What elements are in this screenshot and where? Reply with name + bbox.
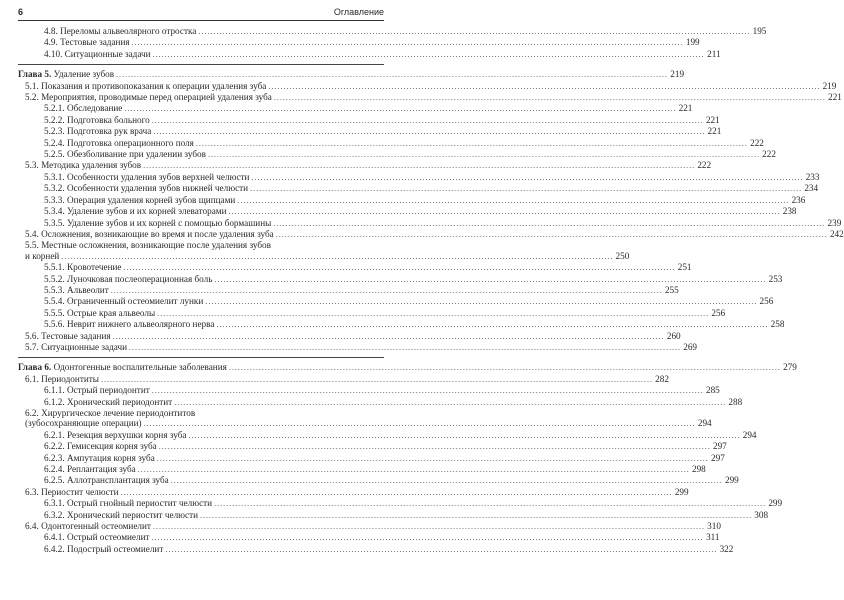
toc-entry-title: 5.3.4. Удаление зубов и их корней элеваторами xyxy=(44,206,227,217)
toc-entry-title: 5.2.4. Подготовка операционного поля xyxy=(44,137,194,148)
dot-leader xyxy=(159,442,711,452)
toc-entry[interactable] xyxy=(18,240,384,250)
toc-page-number: 298 xyxy=(691,464,706,475)
toc-entry[interactable] xyxy=(18,137,764,149)
toc-entry-title: 5.3. Методика удаления зубов xyxy=(25,160,142,171)
toc-entry[interactable] xyxy=(18,296,774,307)
toc-entry-title: 5.1. Показания и противопоказания к операции удаления зуба xyxy=(25,80,267,91)
toc-page-number: 239 xyxy=(827,217,842,228)
toc-entry-title: 4.10. Ситуационные задачи xyxy=(44,48,151,59)
toc-page-number: 221 xyxy=(678,103,693,114)
toc-entry-title: 5.3.5. Удаление зубов и их корней с помощью бормашины xyxy=(44,217,272,228)
dot-leader xyxy=(216,320,768,330)
toc-page-number: 282 xyxy=(655,373,669,384)
toc-entry-title: 6.4. Одонтогенный остеомиелит xyxy=(25,521,151,532)
toc-page-number: 199 xyxy=(685,37,700,48)
toc-entry[interactable] xyxy=(18,341,698,353)
toc-entry[interactable] xyxy=(18,284,679,296)
toc-page-number: 322 xyxy=(719,543,734,554)
toc-entry-title: 4.9. Тестовые задания xyxy=(44,37,130,48)
toc-entry-title: и корней xyxy=(25,250,60,261)
toc-block xyxy=(18,362,797,555)
toc-chapter-entry[interactable] xyxy=(18,69,685,80)
dot-leader xyxy=(229,363,781,373)
toc-page-number: 211 xyxy=(707,48,721,59)
toc-page-number: 260 xyxy=(666,330,681,341)
toc-page-number: 221 xyxy=(705,114,720,125)
toc-entry-title: 6.1. Периодонтиты xyxy=(25,373,99,384)
toc-entry[interactable] xyxy=(18,464,706,475)
toc-entry-title: 5.5.2. Луночковая послеоперационная боль xyxy=(44,273,213,284)
toc-entry-title: 4.8. Переломы альвеолярного отростка xyxy=(44,26,197,36)
toc-page-number: 219 xyxy=(822,80,837,91)
toc-entry-title: 5.6. Тестовые задания xyxy=(25,330,111,341)
dot-leader xyxy=(143,161,695,171)
toc-page-number: 255 xyxy=(664,284,679,295)
dot-leader xyxy=(208,150,760,160)
dot-leader xyxy=(124,263,676,273)
toc-entry-title: 6.2.4. Реплантация зуба xyxy=(44,464,136,475)
toc-entry-title: 6.4.1. Острый остеомиелит xyxy=(44,532,150,543)
dot-leader xyxy=(152,386,704,396)
toc-entry[interactable] xyxy=(18,126,722,137)
toc-entry[interactable] xyxy=(18,521,721,532)
toc-entry[interactable] xyxy=(18,441,727,452)
toc-entry-title: (зубосохраняющие операции) xyxy=(25,418,142,429)
toc-entry[interactable] xyxy=(18,385,720,396)
toc-entry-title: 5.2.1. Обследование xyxy=(44,103,123,114)
toc-entry[interactable] xyxy=(18,48,721,60)
toc-page-number: 250 xyxy=(615,250,630,261)
dot-leader xyxy=(157,309,709,319)
toc-page-number: 279 xyxy=(783,362,797,373)
toc-chapter-entry[interactable] xyxy=(18,362,797,373)
dot-leader xyxy=(113,332,665,342)
toc-entry[interactable] xyxy=(18,194,806,206)
toc-entry[interactable] xyxy=(18,307,726,319)
toc-page-number: 242 xyxy=(829,228,844,239)
toc-entry-title: 6.3. Периостит челюсти xyxy=(25,486,119,497)
toc-page-number: 221 xyxy=(707,126,722,137)
toc-entry[interactable] xyxy=(18,80,837,92)
toc-entry[interactable] xyxy=(18,273,783,285)
chapter-label: Глава 6. xyxy=(18,362,54,373)
toc-entry-title: 5.5. Местные осложнения, возникающие после удаления зубов xyxy=(25,240,271,251)
toc-entry-title: 6.3.1. Острый гнойный периостит челюсти xyxy=(44,498,213,509)
toc-entry[interactable] xyxy=(18,543,734,555)
toc-entry-title: 5.2. Мероприятия, проводимые перед операцией удаления зуба xyxy=(25,92,272,103)
toc-page-number: 253 xyxy=(768,273,783,284)
dot-leader xyxy=(111,286,663,296)
toc-page-number: 256 xyxy=(711,307,726,318)
toc-block xyxy=(18,26,767,60)
toc-entry-title: 6.1.1. Острый периодонтит xyxy=(44,385,150,396)
toc-page-number: 299 xyxy=(724,475,739,486)
toc-entry-title: 5.5.5. Острые края альвеолы xyxy=(44,307,156,318)
toc-page-number: 251 xyxy=(677,262,692,273)
dot-leader xyxy=(200,511,752,521)
toc-entry-title: 6.4.2. Подострый остеомиелит xyxy=(44,543,164,554)
dot-leader xyxy=(171,476,723,486)
toc-entry[interactable] xyxy=(18,206,797,217)
toc-entry-title: 5.3.1. Особенности удаления зубов верхней челюсти xyxy=(44,171,250,182)
dot-leader xyxy=(276,230,828,240)
toc-page-number: 297 xyxy=(712,441,727,452)
toc-page-number: 297 xyxy=(711,452,725,463)
toc-page-number: 236 xyxy=(791,194,806,205)
toc-page-number: 222 xyxy=(750,137,764,148)
dot-leader xyxy=(121,488,673,498)
toc-page-number: 219 xyxy=(670,69,685,80)
dot-leader xyxy=(138,465,690,475)
toc-page-number: 258 xyxy=(770,319,785,330)
toc-entry-title: 5.2.5. Обезболивание при удалении зубов xyxy=(44,149,206,160)
toc-entry[interactable] xyxy=(18,92,842,103)
toc-entry[interactable] xyxy=(18,330,681,342)
toc-entry-title: 5.5.3. Альвеолит xyxy=(44,284,109,295)
toc-page-number: 195 xyxy=(752,26,767,36)
dot-leader xyxy=(214,275,766,285)
toc-entry[interactable] xyxy=(18,396,743,408)
toc-page-number: 222 xyxy=(762,149,776,160)
header-rule xyxy=(18,20,384,21)
dot-leader xyxy=(152,533,704,543)
toc-entry[interactable] xyxy=(18,498,783,509)
toc-entry[interactable] xyxy=(18,114,720,126)
toc-entry[interactable] xyxy=(18,171,820,183)
toc-page-number: 256 xyxy=(759,296,774,307)
running-title: Оглавление xyxy=(333,7,384,17)
toc-entry-title: 5.3.3. Операция удаления корней зубов щипцами xyxy=(44,194,236,205)
toc-entry[interactable] xyxy=(18,183,819,194)
chapter-label: Глава 5. xyxy=(18,69,54,80)
toc-page-number: 310 xyxy=(707,521,721,532)
dot-leader xyxy=(205,297,757,307)
dot-leader xyxy=(251,173,803,183)
toc-page-number: 285 xyxy=(705,385,720,396)
toc-entry-title: 5.7. Ситуационные задачи xyxy=(25,341,128,352)
toc-entry-title: 5.5.1. Кровотечение xyxy=(44,262,122,273)
toc-entry-title: 6.2.5. Аллотрансплантация зуба xyxy=(44,475,169,486)
toc-entry[interactable] xyxy=(18,160,712,171)
toc-entry[interactable] xyxy=(18,452,725,464)
dot-leader xyxy=(144,419,696,429)
toc-page-number: 238 xyxy=(782,206,797,217)
toc-page-number: 311 xyxy=(706,532,720,543)
section-divider xyxy=(18,357,384,358)
toc-page-number: 233 xyxy=(805,171,820,182)
toc-entry-title: 6.1.2. Хронический периодонтит xyxy=(44,396,173,407)
toc-entry[interactable] xyxy=(18,429,757,441)
toc-entry[interactable] xyxy=(18,532,720,543)
dot-leader xyxy=(273,219,825,229)
dot-leader xyxy=(124,104,676,114)
dot-leader xyxy=(196,139,748,149)
dot-leader xyxy=(174,398,726,408)
toc-page-number: 221 xyxy=(828,92,842,103)
dot-leader xyxy=(189,431,741,441)
chapter-title: Одонтогенные воспалительные заболевания xyxy=(53,362,227,373)
dot-leader xyxy=(101,375,653,385)
toc-page-number: 288 xyxy=(728,396,743,407)
table-of-contents xyxy=(18,26,844,559)
toc-entry-title: 6.2.3. Ампутация корня зуба xyxy=(44,452,155,463)
toc-entry[interactable] xyxy=(18,373,669,385)
dot-leader xyxy=(198,27,750,37)
toc-block xyxy=(18,69,844,353)
dot-leader xyxy=(268,82,820,92)
dot-leader xyxy=(153,127,705,137)
toc-entry-title: 5.5.4. Ограниченный остеомиелит лунки xyxy=(44,296,204,307)
toc-entry-title: 5.2.3. Подготовка рук врача xyxy=(44,126,152,137)
dot-leader xyxy=(152,116,704,126)
dot-leader xyxy=(116,70,668,80)
toc-entry[interactable] xyxy=(18,509,769,521)
dot-leader xyxy=(153,50,705,60)
toc-page-number: 294 xyxy=(697,418,712,429)
toc-entry-title: 6.2.1. Резекция верхушки корня зуба xyxy=(44,429,187,440)
dot-leader xyxy=(132,38,684,48)
toc-entry-title: 5.5.6. Неврит нижнего альвеолярного нерва xyxy=(44,319,215,330)
toc-entry[interactable] xyxy=(18,408,384,418)
toc-page-number: 294 xyxy=(742,429,757,440)
toc-page-number: 299 xyxy=(674,486,689,497)
toc-entry-title: 5.2.2. Подготовка больного xyxy=(44,114,150,125)
dot-leader xyxy=(229,207,781,217)
dot-leader xyxy=(250,184,802,194)
dot-leader xyxy=(274,93,826,103)
toc-entry[interactable] xyxy=(18,103,693,114)
page-number: 6 xyxy=(18,7,24,17)
dot-leader xyxy=(153,522,705,532)
toc-entry[interactable] xyxy=(18,217,842,229)
toc-entry-title: 6.2. Хирургическое лечение периодонтитов xyxy=(25,408,196,418)
toc-page-number: 308 xyxy=(754,509,769,520)
toc-entry[interactable] xyxy=(18,26,767,37)
dot-leader xyxy=(129,343,681,353)
dot-leader xyxy=(165,545,717,555)
dot-leader xyxy=(61,252,613,262)
toc-page-number: 269 xyxy=(683,341,698,352)
toc-entry[interactable] xyxy=(18,37,700,48)
toc-entry[interactable] xyxy=(18,228,844,240)
toc-entry-title xyxy=(18,362,227,372)
toc-page-number: 234 xyxy=(804,183,819,194)
dot-leader xyxy=(157,454,709,464)
toc-page-number: 299 xyxy=(768,498,783,509)
toc-entry[interactable] xyxy=(18,149,776,160)
toc-entry[interactable] xyxy=(18,319,785,330)
toc-entry[interactable] xyxy=(18,250,630,262)
toc-entry-title xyxy=(18,69,114,79)
toc-entry-title: 5.3.2. Особенности удаления зубов нижней челюсти xyxy=(44,183,249,194)
dot-leader xyxy=(237,196,789,206)
toc-entry[interactable] xyxy=(18,262,692,273)
toc-entry[interactable] xyxy=(18,475,739,486)
section-divider xyxy=(18,64,384,65)
toc-entry-title: 5.4. Осложнения, возникающие во время и после удаления зуба xyxy=(25,228,274,239)
toc-entry-title: 6.2.2. Гемисекция корня зуба xyxy=(44,441,157,452)
chapter-title: Удаление зубов xyxy=(53,69,115,80)
toc-entry-title: 6.3.2. Хронический периостит челюсти xyxy=(44,509,199,520)
toc-page-number: 222 xyxy=(697,160,712,171)
dot-leader xyxy=(214,499,766,509)
page-header xyxy=(18,5,384,25)
toc-entry[interactable] xyxy=(18,418,712,429)
toc-entry[interactable] xyxy=(18,486,689,498)
